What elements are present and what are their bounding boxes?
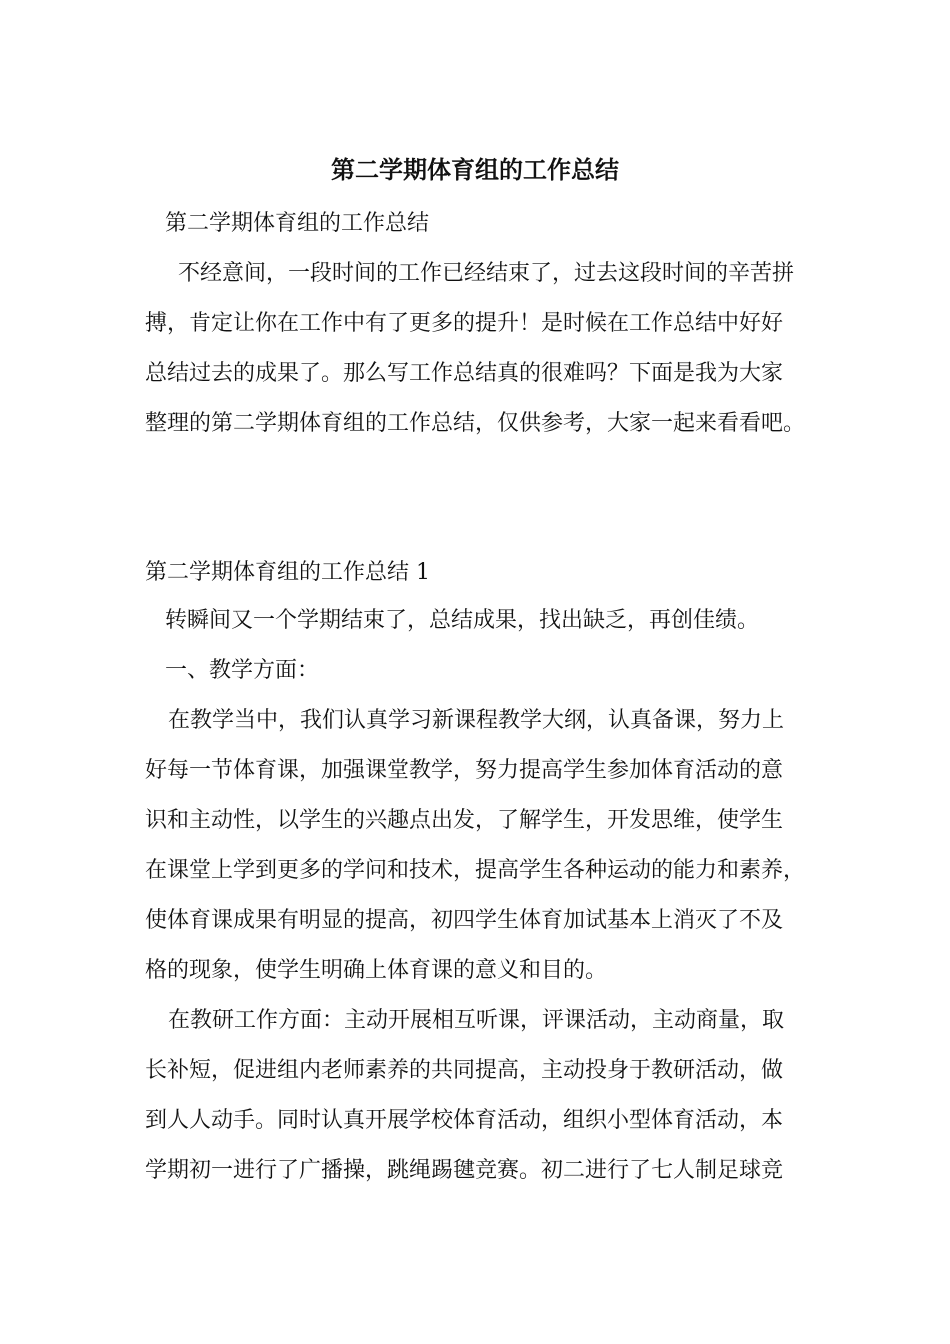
teaching-line-5: 使体育课成果有明显的提高，初四学生体育加试基本上消灭了不及 xyxy=(145,908,784,933)
teaching-line-3: 识和主动性，以学生的兴趣点出发，了解学生，开发思维，使学生 xyxy=(145,808,784,833)
section-heading: 第二学期体育组的工作总结 1 xyxy=(145,560,430,585)
document-subtitle: 第二学期体育组的工作总结 xyxy=(165,211,430,236)
teaching-line-1: 在教学当中，我们认真学习新课程教学大纲，认真备课，努力上 xyxy=(168,708,785,733)
section-intro: 转瞬间又一个学期结束了，总结成果，找出缺乏，再创佳绩。 xyxy=(165,608,760,633)
intro-line-2: 搏，肯定让你在工作中有了更多的提升！是时候在工作总结中好好 xyxy=(145,311,784,336)
teaching-line-4: 在课堂上学到更多的学问和技术，提高学生各种运动的能力和素养， xyxy=(145,858,806,883)
intro-line-1: 不经意间，一段时间的工作已经结束了，过去这段时间的辛苦拼 xyxy=(178,261,795,286)
teaching-line-2: 好每一节体育课，加强课堂教学，努力提高学生参加体育活动的意 xyxy=(145,758,784,783)
teaching-line-6: 格的现象，使学生明确上体育课的意义和目的。 xyxy=(145,958,608,983)
document-title: 第二学期体育组的工作总结 xyxy=(331,155,619,184)
research-line-1: 在教研工作方面：主动开展相互听课，评课活动，主动商量，取 xyxy=(168,1008,785,1033)
research-line-3: 到人人动手。同时认真开展学校体育活动，组织小型体育活动，本 xyxy=(145,1108,784,1133)
research-line-4: 学期初一进行了广播操，跳绳踢毽竞赛。初二进行了七人制足球竞 xyxy=(145,1158,784,1183)
intro-line-4: 整理的第二学期体育组的工作总结，仅供参考，大家一起来看看吧。 xyxy=(145,411,806,436)
intro-line-3: 总结过去的成果了。那么写工作总结真的很难吗？下面是我为大家 xyxy=(145,361,784,386)
subheading-teaching: 一、教学方面： xyxy=(165,658,320,683)
research-line-2: 长补短，促进组内老师素养的共同提高，主动投身于教研活动，做 xyxy=(145,1058,784,1083)
